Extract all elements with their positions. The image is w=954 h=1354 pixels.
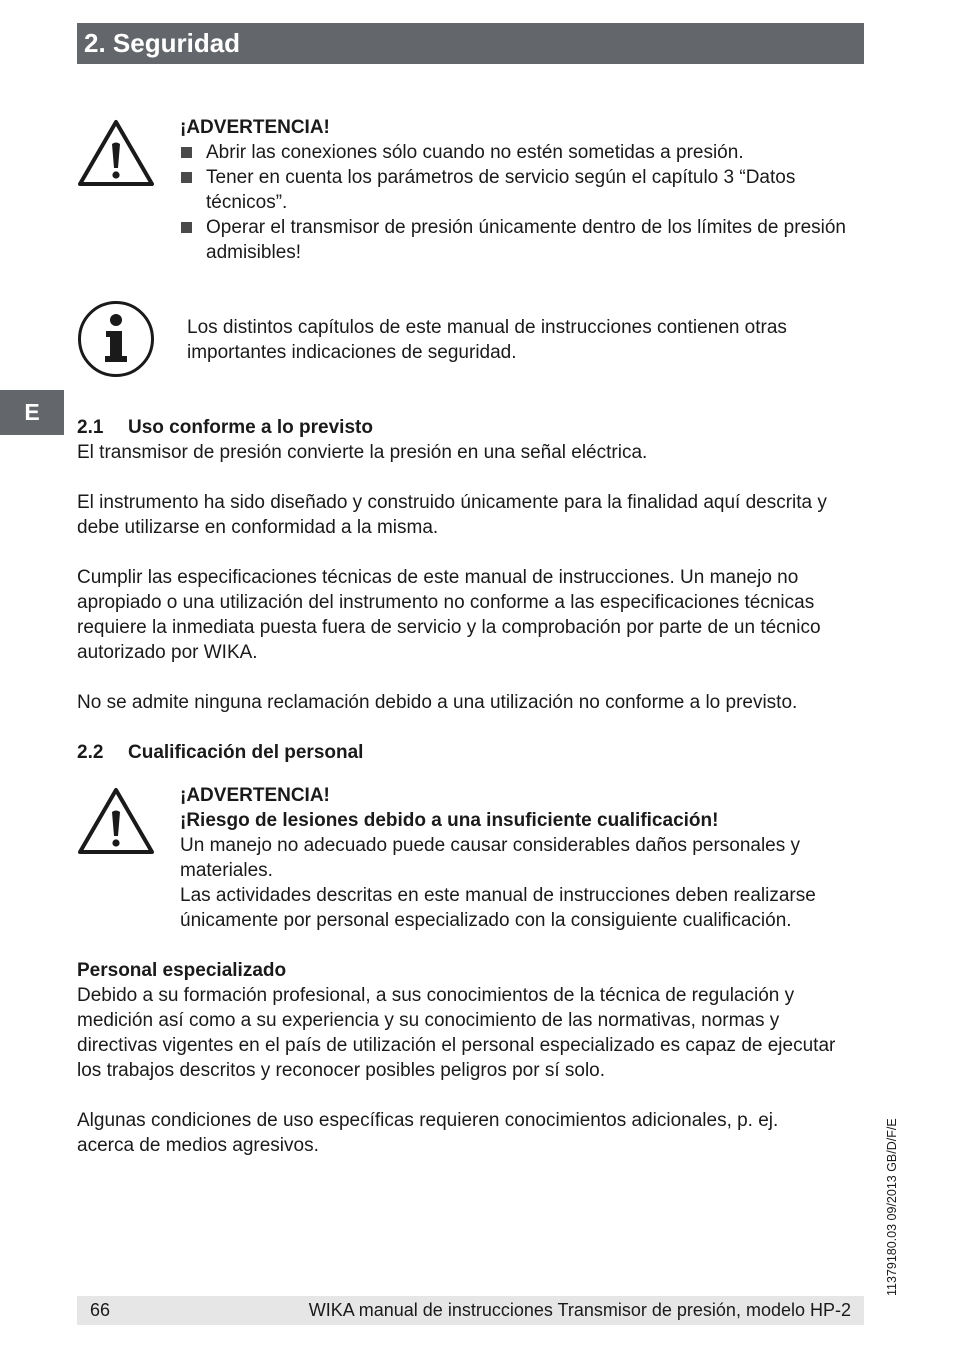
- paragraph: Cumplir las especificaciones técnicas de este manual de instrucciones. Un manejo no apropiado o una utilización del instrumento no conforme a las especificaciones técnicas requiere la inmediata puesta fuera de servicio y la comprobación por parte de un técnico autorizado por WIKA.: [77, 567, 821, 663]
- warning-title: ¡ADVERTENCIA!: [180, 785, 330, 806]
- warning-triangle-icon: [77, 786, 155, 856]
- section-number: 2.1: [77, 417, 104, 438]
- warning-text: Un manejo no adecuado puede causar considerables daños personales y materiales.: [180, 835, 801, 881]
- page-title: 2. Seguridad: [77, 23, 864, 64]
- info-text: Los distintos capítulos de este manual de instrucciones contienen otras importantes indicaciones de seguridad.: [187, 317, 787, 363]
- document-code-text: 11379180.03 09/2013 GB/D/F/E: [885, 1118, 899, 1296]
- footer-title: WIKA manual de instrucciones Transmisor de presión, modelo HP-2: [308, 1300, 851, 1320]
- warning-subtitle: ¡Riesgo de lesiones debido a una insuficiente cualificación!: [180, 810, 719, 831]
- list-item: Abrir las conexiones sólo cuando no estén sometidas a presión.: [180, 140, 860, 165]
- paragraph: El instrumento ha sido diseñado y construido únicamente para la finalidad aquí descrita y debe utilizarse en conformidad a la misma.: [77, 492, 827, 538]
- warning-title: ¡ADVERTENCIA!: [180, 117, 330, 138]
- language-tab: E: [0, 390, 64, 435]
- section-title: Cualificación del personal: [128, 742, 364, 763]
- subsection-title: Personal especializado: [77, 960, 287, 981]
- paragraph: Algunas condiciones de uso específicas requieren conocimientos adicionales, p. ej. acerca de medios agresivos.: [77, 1110, 779, 1156]
- page-number: 66: [90, 1300, 111, 1320]
- warning-triangle-icon: [77, 118, 155, 188]
- section-2-1: [77, 415, 867, 765]
- page-footer: [77, 1296, 864, 1325]
- personal-section: [77, 958, 837, 1158]
- warning-list: [180, 140, 860, 265]
- warning-block: [180, 115, 860, 265]
- warning-block: [180, 783, 864, 933]
- paragraph: No se admite ninguna reclamación debido a una utilización no conforme a lo previsto.: [77, 692, 798, 713]
- warning-text: Las actividades descritas en este manual de instrucciones deben realizarse únicamente por personal especializado con la consiguiente cualificación.: [180, 885, 816, 931]
- section-heading: [77, 415, 867, 440]
- section-heading: [77, 740, 867, 765]
- list-item: Operar el transmisor de presión únicamente dentro de los límites de presión admisibles!: [180, 215, 860, 265]
- list-item: Tener en cuenta los parámetros de servicio según el capítulo 3 “Datos técnicos”.: [180, 165, 860, 215]
- paragraph: El transmisor de presión convierte la presión en una señal eléctrica.: [77, 442, 648, 463]
- info-icon: [77, 300, 155, 378]
- paragraph: Debido a su formación profesional, a sus conocimientos de la técnica de regulación y medición así como a su experiencia y su conocimiento de las normativas, normas y directivas vigentes en el país de utilización el personal especializado es capaz de ejecutar los trabajos descritos y reconocer posibles peligros por sí solo.: [77, 985, 836, 1081]
- section-number: 2.2: [77, 742, 104, 763]
- section-title: Uso conforme a lo previsto: [128, 417, 373, 438]
